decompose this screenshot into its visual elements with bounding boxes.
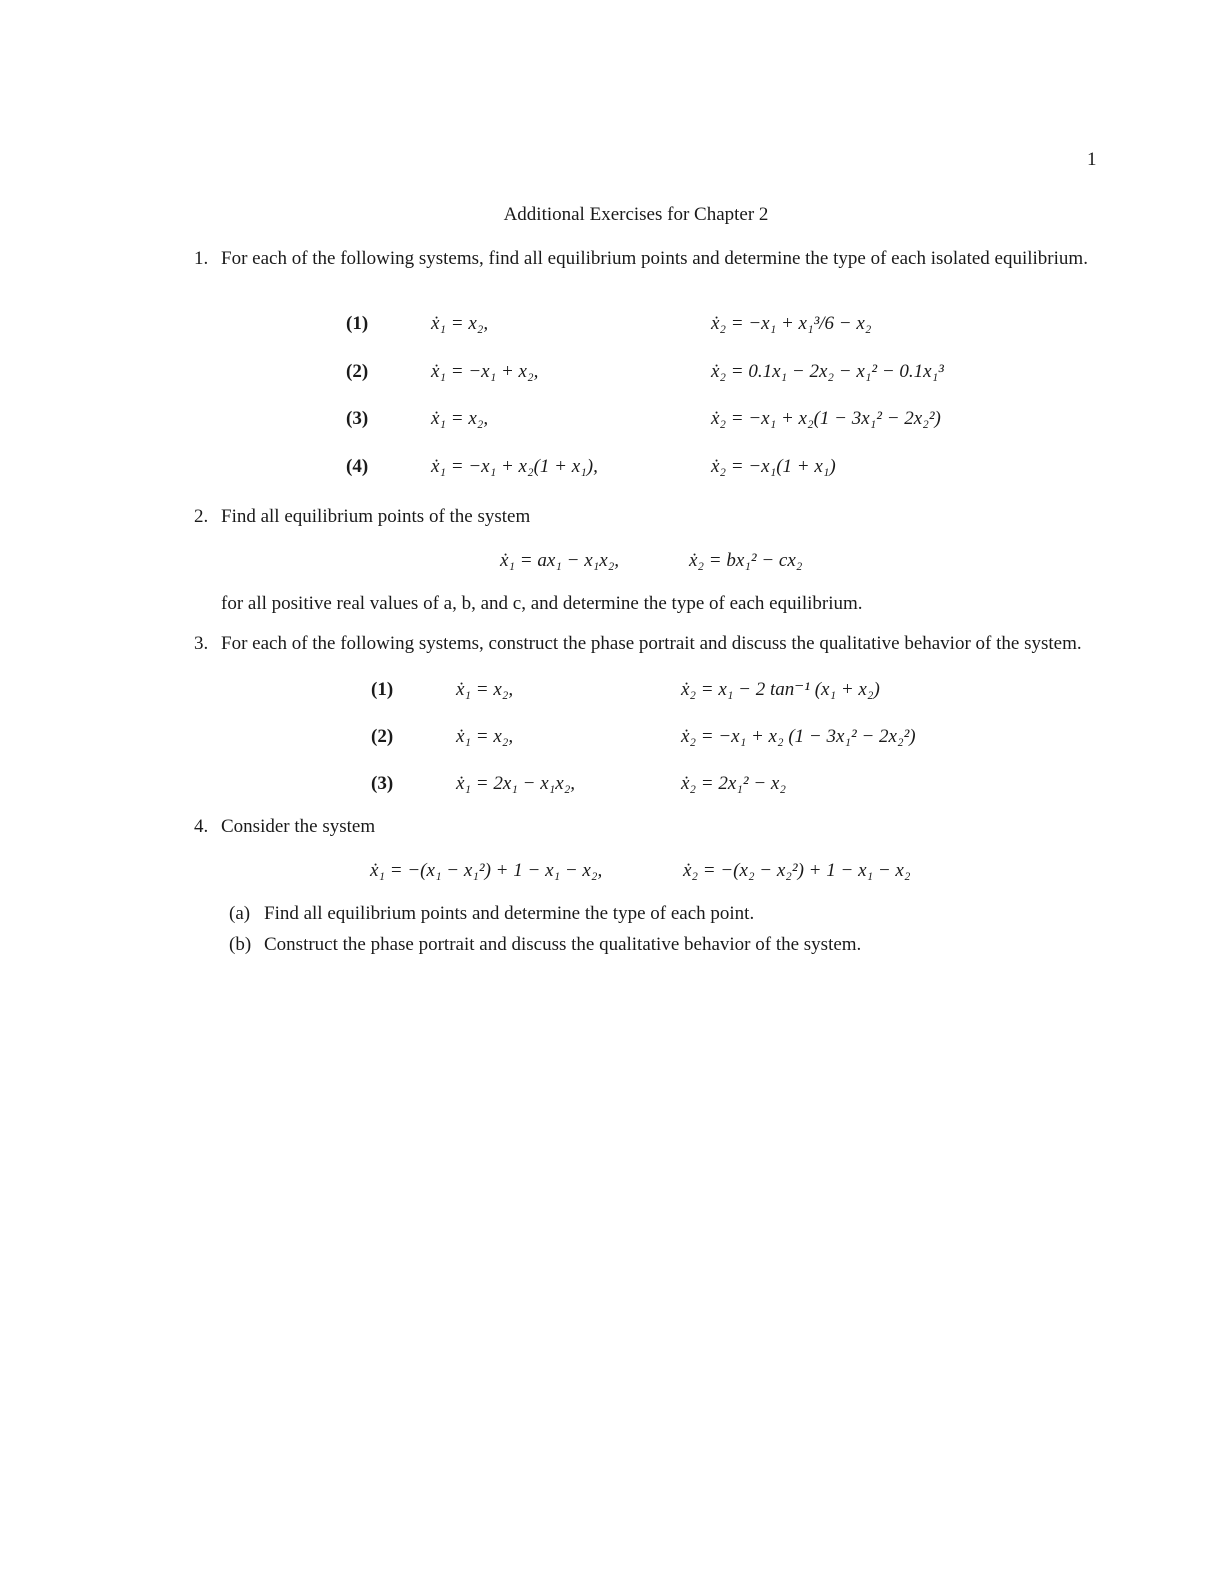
ex3-system-2-label: (2) bbox=[371, 726, 394, 747]
ex2-eq1: ẋ₁ = ax₁ − x₁x₂, bbox=[500, 550, 620, 571]
exercise-1-text: For each of the following systems, find all equilibrium points and determine the type of each isolated equilibrium. bbox=[221, 248, 1088, 269]
exercise-2-text: Find all equilibrium points of the system bbox=[221, 506, 531, 527]
ex1-system-1-label: (1) bbox=[346, 313, 369, 334]
ex1-system-4-eq2: ẋ₂ = −x₁(1 + x₁) bbox=[711, 456, 836, 477]
ex1-system-2-eq2: ẋ₂ = 0.1x₁ − 2x₂ − x₁² − 0.1x₁³ bbox=[711, 361, 944, 382]
exercise-3-number: 3. bbox=[194, 633, 209, 654]
ex4-part-a-label: (a) bbox=[229, 903, 251, 924]
ex3-system-3-label: (3) bbox=[371, 773, 394, 794]
ex1-system-2-label: (2) bbox=[346, 361, 369, 382]
exercise-2-number: 2. bbox=[194, 506, 209, 527]
ex3-system-2-eq2: ẋ₂ = −x₁ + x₂ (1 − 3x₁² − 2x₂²) bbox=[681, 726, 916, 747]
exercise-4-text: Consider the system bbox=[221, 816, 376, 837]
ex3-system-3-eq2: ẋ₂ = 2x₁² − x₂ bbox=[681, 773, 786, 794]
page-title: Additional Exercises for Chapter 2 bbox=[503, 204, 769, 225]
ex3-system-1-label: (1) bbox=[371, 679, 394, 700]
ex3-system-1-eq2: ẋ₂ = x₁ − 2 tan⁻¹ (x₁ + x₂) bbox=[681, 679, 880, 700]
ex3-system-1-eq1: ẋ₁ = x₂, bbox=[456, 679, 514, 700]
exercise-3-text: For each of the following systems, construct the phase portrait and discuss the qualitative behavior of the system. bbox=[221, 633, 1082, 654]
ex3-system-3-eq1: ẋ₁ = 2x₁ − x₁x₂, bbox=[456, 773, 576, 794]
ex1-system-3-label: (3) bbox=[346, 408, 369, 429]
ex4-eq2: ẋ₂ = −(x₂ − x₂²) + 1 − x₁ − x₂ bbox=[683, 860, 911, 881]
ex1-system-3-eq2: ẋ₂ = −x₁ + x₂(1 − 3x₁² − 2x₂²) bbox=[711, 408, 941, 429]
exercise-4-number: 4. bbox=[194, 816, 209, 837]
ex4-part-a-text: Find all equilibrium points and determine the type of each point. bbox=[264, 903, 755, 924]
ex2-eq2: ẋ₂ = bx₁² − cx₂ bbox=[689, 550, 803, 571]
ex1-system-1-eq2: ẋ₂ = −x₁ + x₁³/6 − x₂ bbox=[711, 313, 872, 334]
ex4-part-b-text: Construct the phase portrait and discuss the qualitative behavior of the system. bbox=[264, 934, 862, 955]
ex4-eq1: ẋ₁ = −(x₁ − x₁²) + 1 − x₁ − x₂, bbox=[370, 860, 603, 881]
ex4-part-b-label: (b) bbox=[229, 934, 252, 955]
ex1-system-4-eq1: ẋ₁ = −x₁ + x₂(1 + x₁), bbox=[431, 456, 598, 477]
ex3-system-2-eq1: ẋ₁ = x₂, bbox=[456, 726, 514, 747]
ex1-system-4-label: (4) bbox=[346, 456, 369, 477]
exercise-1-number: 1. bbox=[194, 248, 209, 269]
ex1-system-3-eq1: ẋ₁ = x₂, bbox=[431, 408, 489, 429]
page-number: 1 bbox=[1087, 149, 1097, 170]
ex1-system-2-eq1: ẋ₁ = −x₁ + x₂, bbox=[431, 361, 539, 382]
exercise-2-after-text: for all positive real values of a, b, and c, and determine the type of each equilibrium. bbox=[221, 593, 863, 614]
ex1-system-1-eq1: ẋ₁ = x₂, bbox=[431, 313, 489, 334]
